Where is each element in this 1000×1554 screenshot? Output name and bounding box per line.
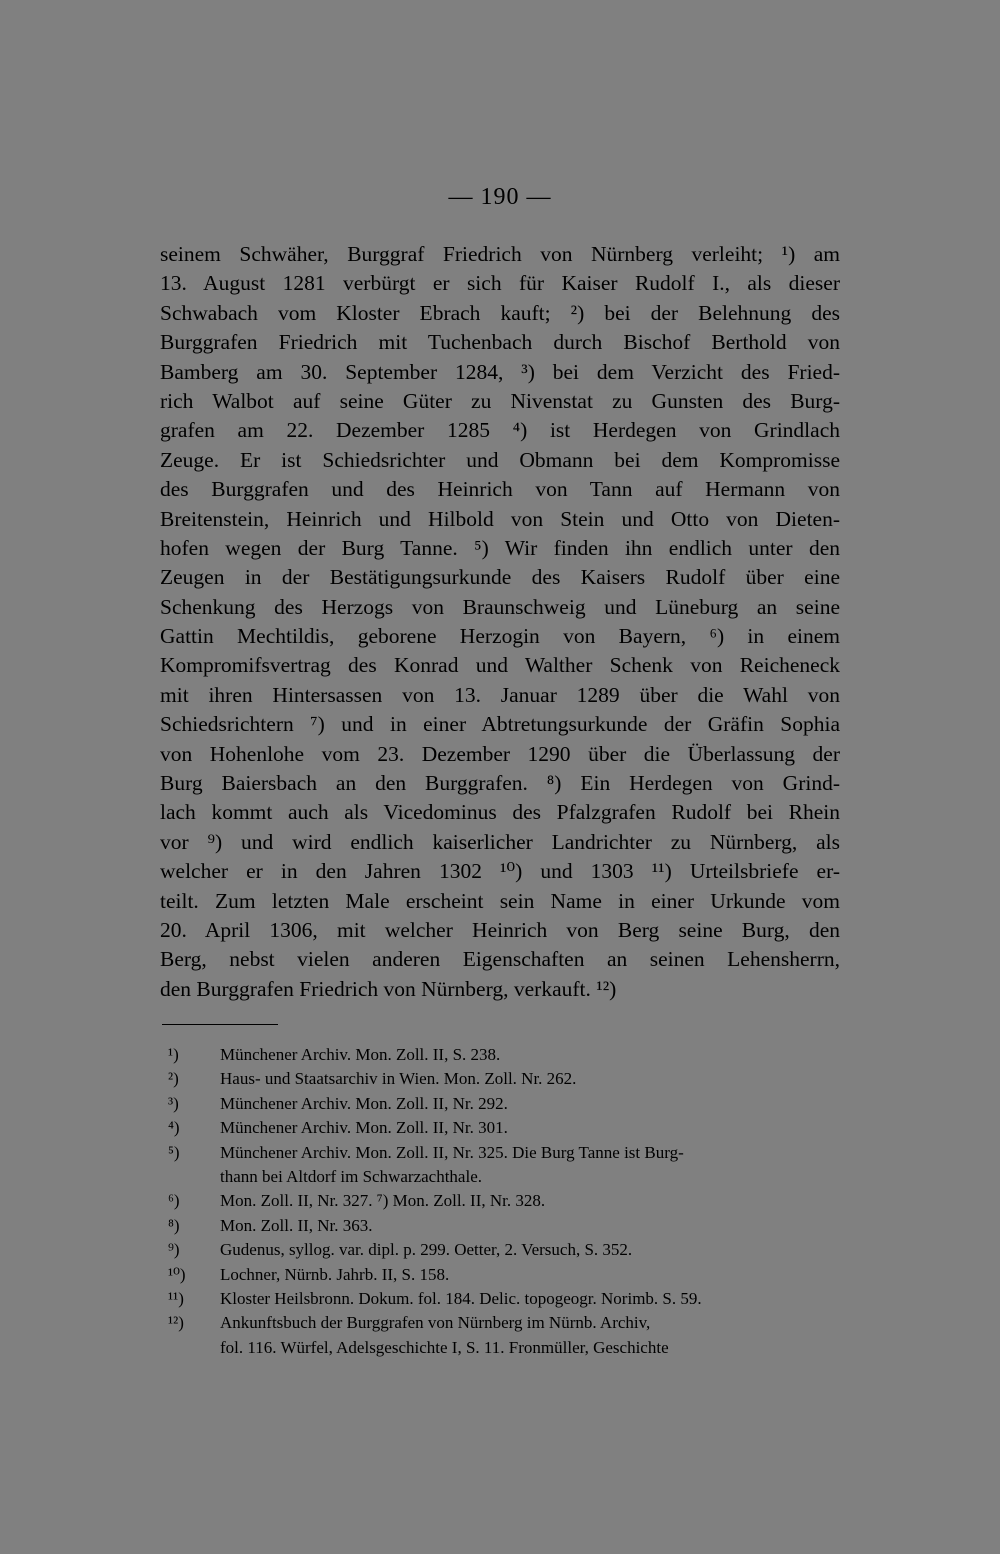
footnote-mark: ¹⁰) [168, 1264, 186, 1284]
text-line: Breitenstein, Heinrich und Hilbold von Stein und Otto von Dieten- [160, 506, 840, 531]
text-line: Schenkung des Herzogs von Braunschweig und Lüneburg an seine [160, 594, 840, 619]
footnote [168, 1311, 848, 1335]
footnote-mark: ¹) [168, 1045, 179, 1064]
text-line: von Hohenlohe vom 23. Dezember 1290 über die Überlassung der [160, 741, 840, 766]
body-text [160, 240, 840, 1004]
text-line: welcher er in den Jahren 1302 ¹⁰) und 1303 ¹¹) Urteilsbriefe er- [160, 859, 840, 884]
footnotes [168, 1043, 848, 1360]
footnote-text: Gudenus, syllog. var. dipl. p. 299. Oetter, 2. Versuch, S. 352. [220, 1240, 633, 1260]
text-line: Zeugen in der Bestätigungsurkunde des Kaisers Rudolf über eine [160, 565, 840, 590]
footnote-mark [168, 1165, 220, 1189]
footnote-mark: ¹²) [168, 1313, 184, 1333]
text-line: Burggrafen Friedrich mit Tuchenbach durch Bischof Berthold von [160, 330, 840, 355]
footnote-text: fol. 116. Würfel, Adelsgeschichte I, S. 11. Fronmüller, Geschichte [220, 1337, 669, 1357]
text-line: 13. August 1281 verbürgt er sich für Kaiser Rudolf I., als dieser [160, 271, 840, 296]
text-line: teilt. Zum letzten Male erscheint sein Name in einer Urkunde vom [160, 888, 840, 913]
footnote-text: Münchener Archiv. Mon. Zoll. II, Nr. 301. [220, 1118, 508, 1138]
footnote-text: Mon. Zoll. II, Nr. 327. ⁷) Mon. Zoll. II, Nr. 328. [220, 1191, 546, 1211]
footnote-mark: ¹¹) [168, 1288, 184, 1308]
text-line: Berg, nebst vielen anderen Eigenschaften an seinen Lehensherrn, [160, 947, 840, 972]
footnote [168, 1067, 848, 1091]
text-line: 20. April 1306, mit welcher Heinrich von Berg seine Burg, den [160, 917, 840, 942]
text-line: mit ihren Hintersassen von 13. Januar 1289 über die Wahl von [160, 682, 840, 707]
footnote-mark: ⁹) [168, 1240, 180, 1260]
text-line: hofen wegen der Burg Tanne. ⁵) Wir finden ihn endlich unter den [160, 535, 840, 560]
footnote-text: Haus- und Staatsarchiv in Wien. Mon. Zoll. Nr. 262. [220, 1069, 577, 1089]
footnote-text: Mon. Zoll. II, Nr. 363. [220, 1215, 373, 1235]
footnote [168, 1043, 848, 1067]
text-line: des Burggrafen und des Heinrich von Tann auf Hermann von [160, 477, 840, 502]
text-line: rich Walbot auf seine Güter zu Nivenstat zu Gunsten des Burg- [160, 388, 840, 413]
footnote [168, 1189, 848, 1213]
footnote-mark: ⁸) [168, 1215, 180, 1235]
footnote-text: Lochner, Nürnb. Jahrb. II, S. 158. [220, 1264, 450, 1284]
footnote-text: Kloster Heilsbronn. Dokum. fol. 184. Delic. topogeogr. Norimb. S. 59. [220, 1288, 702, 1308]
footnote-mark [168, 1336, 220, 1360]
text-line: vor ⁹) und wird endlich kaiserlicher Landrichter zu Nürnberg, als [160, 829, 840, 854]
footnote-mark: ²) [168, 1069, 179, 1089]
text-line: seinem Schwäher, Burggraf Friedrich von Nürnberg verleiht; ¹) am [160, 242, 840, 266]
footnote-text: thann bei Altdorf im Schwarzachthale. [220, 1166, 482, 1186]
footnote-text: Münchener Archiv. Mon. Zoll. II, Nr. 325. Die Burg Tanne ist Burg- [220, 1142, 684, 1162]
footnote-mark: ⁵) [168, 1142, 180, 1162]
footnote [168, 1238, 848, 1262]
footnote [168, 1116, 848, 1140]
footnote [168, 1214, 848, 1238]
text-line: Zeuge. Er ist Schiedsrichter und Obmann bei dem Kompromisse [160, 447, 840, 472]
text-line: Bamberg am 30. September 1284, ³) bei dem Verzicht des Fried- [160, 359, 840, 384]
page-number: — 190 — [448, 184, 552, 210]
footnote-text: Münchener Archiv. Mon. Zoll. II, S. 238. [220, 1045, 501, 1064]
text-line: Kompromifsvertrag des Konrad und Walther Schenk von Reicheneck [160, 653, 840, 678]
footnote-mark: ⁶) [168, 1191, 180, 1211]
footnote-divider [162, 1024, 278, 1025]
footnote [168, 1263, 848, 1287]
footnote-continuation [168, 1336, 848, 1360]
footnote-mark: ⁴) [168, 1118, 180, 1138]
text-line: den Burggrafen Friedrich von Nürnberg, verkauft. ¹²) [160, 976, 617, 1001]
text-line: Schiedsrichtern ⁷) und in einer Abtretungsurkunde der Gräfin Sophia [160, 712, 840, 737]
text-line: Gattin Mechtildis, geborene Herzogin von Bayern, ⁶) in einem [160, 624, 840, 649]
footnote-mark: ³) [168, 1093, 179, 1113]
footnote [168, 1141, 848, 1165]
footnote [168, 1092, 848, 1116]
footnote-text: Münchener Archiv. Mon. Zoll. II, Nr. 292. [220, 1093, 508, 1113]
footnote-text: Ankunftsbuch der Burggrafen von Nürnberg im Nürnb. Archiv, [220, 1313, 651, 1333]
text-line: grafen am 22. Dezember 1285 ⁴) ist Herdegen von Grindlach [160, 418, 840, 443]
text-line: Burg Baiersbach an den Burggrafen. ⁸) Ein Herdegen von Grind- [160, 771, 840, 796]
text-line: lach kommt auch als Vicedominus des Pfalzgrafen Rudolf bei Rhein [160, 800, 840, 825]
footnote [168, 1287, 848, 1311]
text-line: Schwabach vom Kloster Ebrach kauft; ²) bei der Belehnung des [160, 300, 840, 325]
footnote-continuation [168, 1165, 848, 1189]
